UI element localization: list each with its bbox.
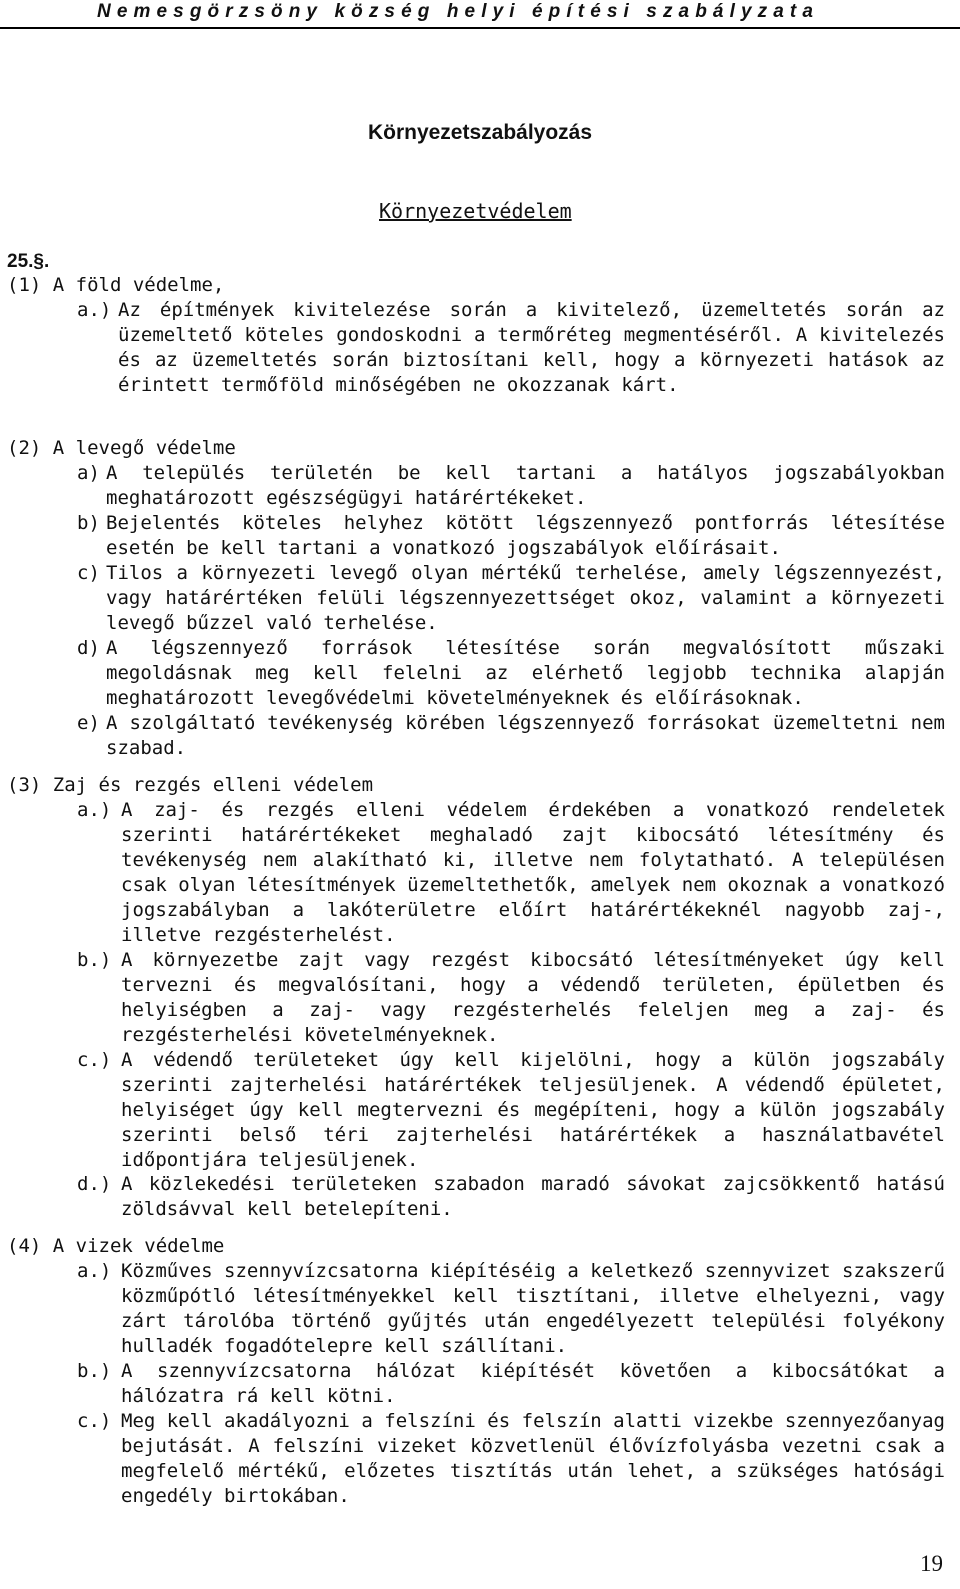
- list-item: [77, 636, 945, 711]
- list-item: [77, 798, 945, 948]
- item-label: b.): [77, 949, 112, 971]
- section-number: 25.§.: [7, 251, 50, 272]
- document-header: Nemesgörzsöny község helyi építési szabályzata: [97, 1, 819, 22]
- item-label: b.): [77, 1360, 112, 1382]
- item-text: A közlekedési területeken szabadon maradó sávokat zajcsökkentő hatású zöldsávval kell betelepíteni.: [121, 1173, 945, 1220]
- item-text: Az építmények kivitelezése során a kivitelező, üzemeltetés során az üzemeltető köteles gondoskodni a termőréteg megmentéséről. A kivitelezés és az üzemeltetés során biztosítani kell, hogy a környezeti hatások az érintett termőföld minőségében ne okozzanak kárt.: [118, 299, 945, 396]
- item-label: c): [77, 562, 100, 584]
- paragraph-heading: (2) A levegő védelme: [7, 437, 236, 459]
- item-text: A védendő területeket úgy kell kijelölni, hogy a külön jogszabály szerinti zajterhelési határértékek teljesüljenek. A védendő épületet, helyiséget úgy kell megtervezni és megépíteni, hogy a külön jogszabály szerinti belső téri zajterhelési határértékek a használatbavétel időpontjára teljesüljenek.: [121, 1049, 945, 1171]
- item-label: d.): [77, 1173, 112, 1195]
- page-title: Környezetszabályozás: [367, 121, 593, 144]
- item-text: Közműves szennyvízcsatorna kiépítéséig a keletkező szennyvizet szakszerű közműpótló létesítményekkel kell tisztítani, illetve elhelyezni, vagy zárt tárolóba történő gyűjtés után engedélyezett települési folyékony hulladék fogadótelepre kell szállítani.: [121, 1260, 945, 1357]
- item-text: A szolgáltató tevékenység körében légszennyező forrásokat üzemeltetni nem szabad.: [106, 712, 945, 759]
- item-label: b): [77, 512, 100, 534]
- item-label: d): [77, 637, 100, 659]
- header-rule: [0, 27, 960, 29]
- item-text: A zaj- és rezgés elleni védelem érdekében a vonatkozó rendeletek szerinti határértékeket meghaladó zajt kibocsátó létesítmény és tevékenység nem alakítható ki, illetve nem folytatható. A településen csak olyan létesítmények üzemeltethetők, amelyek nem okoznak a vonatkozó jogszabályban a lakóterületre előírt határértékeknél nagyobb zaj-, illetve rezgésterhelést.: [121, 799, 945, 946]
- paragraph-heading: (4) A vizek védelme: [7, 1235, 225, 1257]
- paragraph-heading: (1) A föld védelme,: [7, 274, 225, 296]
- list-item: [77, 711, 945, 761]
- list-item: [77, 1409, 945, 1509]
- item-text: Bejelentés köteles helyhez kötött légszennyező pontforrás létesítése esetén be kell tartani a vonatkozó jogszabályok előírásait.: [106, 512, 945, 559]
- page-number: 19: [920, 1551, 943, 1576]
- list-item: [77, 1172, 945, 1222]
- list-item: [77, 1359, 945, 1409]
- item-label: a.): [77, 299, 112, 321]
- item-label: c.): [77, 1049, 112, 1071]
- list-item: [77, 461, 945, 511]
- item-label: a.): [77, 799, 112, 821]
- item-text: Meg kell akadályozni a felszíni és felszín alatti vizekbe szennyezőanyag bejutását. A felszíni vizeket közvetlenül élővízfolyásba vezetni csak a megfelelő mértékű, előzetes tisztítás után lehet, a szükséges hatósági engedély birtokában.: [121, 1410, 945, 1507]
- list-item: [77, 561, 945, 636]
- list-item: [77, 1259, 945, 1359]
- paragraph-heading: (3) Zaj és rezgés elleni védelem: [7, 774, 374, 796]
- item-label: c.): [77, 1410, 112, 1432]
- page-subtitle: Környezetvédelem: [379, 199, 572, 223]
- item-label: e): [77, 712, 100, 734]
- item-label: a.): [77, 1260, 112, 1282]
- list-item: [77, 948, 945, 1048]
- item-label: a): [77, 462, 100, 484]
- list-item: [77, 511, 945, 561]
- list-item: [77, 298, 945, 398]
- list-item: [77, 1048, 945, 1173]
- item-text: A település területén be kell tartani a hatályos jogszabályokban meghatározott egészségügyi határértékeket.: [106, 462, 945, 509]
- item-text: A szennyvízcsatorna hálózat kiépítését követően a kibocsátókat a hálózatra rá kell kötni.: [121, 1360, 945, 1407]
- item-text: A légszennyező források létesítése során megvalósított műszaki megoldásnak meg kell felelni az elérhető legjobb technika alapján meghatározott levegővédelmi követelményeknek és előírásoknak.: [106, 637, 945, 709]
- item-text: Tilos a környezeti levegő olyan mértékű terhelése, amely légszennyezést, vagy határértéken felüli légszennyezettséget okoz, valamint a környezeti levegő bűzzel való terhelése.: [106, 562, 945, 634]
- item-text: A környezetbe zajt vagy rezgést kibocsátó létesítményeket úgy kell tervezni és megvalósítani, hogy a védendő területen, épületben és helyiségben a zaj- vagy rezgésterhelés feleljen meg a zaj- és rezgésterhelési követelményeknek.: [121, 949, 945, 1046]
